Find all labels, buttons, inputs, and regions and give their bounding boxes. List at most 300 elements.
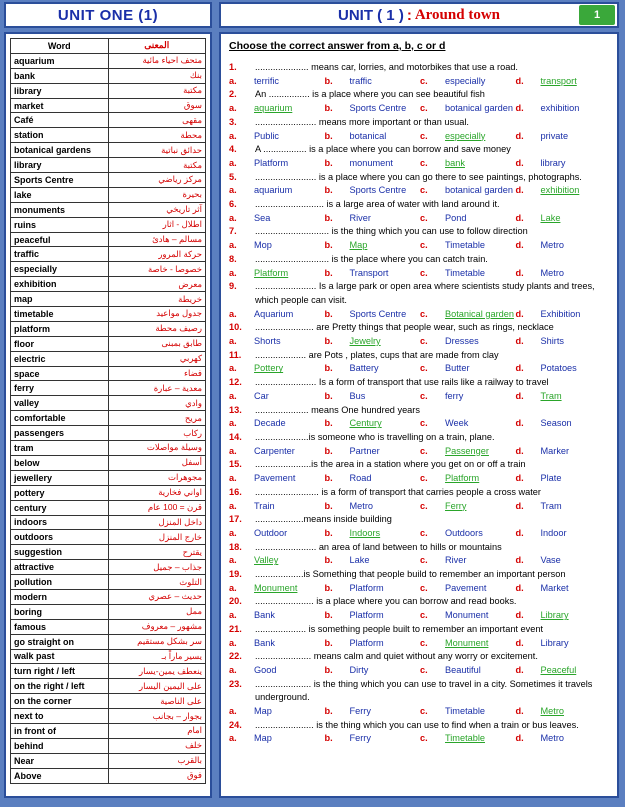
answer-option[interactable] <box>229 609 325 623</box>
option-text: Century <box>349 418 382 429</box>
answer-option[interactable] <box>420 472 516 486</box>
option-text: Shorts <box>254 336 281 347</box>
answer-option[interactable] <box>229 527 325 541</box>
vocab-header-row <box>11 39 206 54</box>
answer-option[interactable] <box>229 335 325 349</box>
vocab-row <box>11 262 206 277</box>
answer-option[interactable] <box>420 335 516 349</box>
vocab-word: peaceful <box>11 232 109 247</box>
answer-option[interactable] <box>516 445 612 459</box>
answer-option[interactable] <box>229 212 325 226</box>
question-text: ....................... are Pretty things that people wear, such as rings, necklace <box>255 322 554 333</box>
answer-option[interactable] <box>420 390 516 404</box>
vocab-word: walk past <box>11 649 109 664</box>
question-row <box>229 458 611 472</box>
option-letter: d. <box>515 527 524 538</box>
options-row <box>229 527 611 541</box>
answer-option[interactable] <box>420 157 516 171</box>
option-text: Platform <box>254 267 289 278</box>
option-letter: d. <box>515 664 524 675</box>
answer-option[interactable] <box>229 308 325 322</box>
answer-option[interactable] <box>516 472 612 486</box>
answer-option[interactable] <box>325 554 421 568</box>
answer-option[interactable] <box>420 500 516 514</box>
answer-option[interactable] <box>325 75 421 89</box>
option-letter: b. <box>324 390 333 401</box>
question-row <box>229 61 611 75</box>
option-text: Shirts <box>540 336 564 347</box>
answer-option[interactable] <box>516 609 612 623</box>
option-text: Map <box>349 240 368 251</box>
option-letter: d. <box>515 75 524 86</box>
answer-option[interactable] <box>516 308 612 322</box>
option-text: Plate <box>540 473 562 484</box>
answer-option[interactable] <box>420 362 516 376</box>
question-row <box>229 280 611 307</box>
answer-option[interactable] <box>229 239 325 253</box>
option-text: monument <box>349 157 393 168</box>
option-letter: b. <box>324 336 333 347</box>
answer-option[interactable] <box>325 335 421 349</box>
question-text: .................... are Pots , plates, cups that are made from clay <box>255 349 499 360</box>
option-letter: b. <box>324 308 333 319</box>
option-letter: a. <box>229 445 237 456</box>
options-row <box>229 184 611 198</box>
answer-option[interactable] <box>229 75 325 89</box>
question-number: 7. <box>229 226 237 237</box>
vocab-row <box>11 589 206 604</box>
answer-option[interactable] <box>325 609 421 623</box>
answer-option[interactable] <box>325 184 421 198</box>
question-row <box>229 404 611 418</box>
vocab-row <box>11 381 206 396</box>
answer-option[interactable] <box>325 308 421 322</box>
question-row <box>229 376 611 390</box>
answer-option[interactable] <box>516 705 612 719</box>
answer-option[interactable] <box>516 267 612 281</box>
vocab-word: ruins <box>11 217 109 232</box>
question-text: An ................ is a place where you can see beautiful fish <box>255 89 485 100</box>
vocab-row <box>11 292 206 307</box>
answer-option[interactable] <box>229 445 325 459</box>
option-letter: d. <box>515 267 524 278</box>
vocab-meaning: آثر تاريخي <box>108 202 206 217</box>
answer-option[interactable] <box>516 335 612 349</box>
answer-option[interactable] <box>420 664 516 678</box>
answer-option[interactable] <box>229 130 325 144</box>
option-letter: a. <box>229 363 237 374</box>
question-number: 4. <box>229 144 237 155</box>
vocab-word: ferry <box>11 381 109 396</box>
answer-option[interactable] <box>420 527 516 541</box>
option-letter: a. <box>229 664 237 675</box>
question-row <box>229 253 611 267</box>
option-letter: c. <box>420 610 428 621</box>
answer-option[interactable] <box>516 390 612 404</box>
answer-option[interactable] <box>420 705 516 719</box>
question-row <box>229 678 611 705</box>
answer-option[interactable] <box>516 75 612 89</box>
answer-option[interactable] <box>516 582 612 596</box>
option-letter: b. <box>324 130 333 141</box>
option-text: especially <box>445 75 486 86</box>
question-number: 1. <box>229 62 237 72</box>
vocab-row <box>11 485 206 500</box>
answer-option[interactable] <box>516 157 612 171</box>
vocab-word: valley <box>11 396 109 411</box>
vocab-row <box>11 98 206 113</box>
question-number: 9. <box>229 281 237 292</box>
vocab-row <box>11 441 206 456</box>
answer-option[interactable] <box>325 527 421 541</box>
question-number: 21. <box>229 623 242 634</box>
option-text: terrific <box>254 75 280 86</box>
option-text: Mop <box>254 240 272 251</box>
vocab-row <box>11 709 206 724</box>
vocab-row <box>11 277 206 292</box>
vocab-meaning: طابق بمبنى <box>108 336 206 351</box>
option-text: Platform <box>254 157 289 168</box>
option-text: Timetable <box>445 706 485 717</box>
answer-option[interactable] <box>325 102 421 116</box>
vocab-meaning: اواني فخارية <box>108 485 206 500</box>
answer-option[interactable] <box>420 609 516 623</box>
answer-option[interactable] <box>229 390 325 404</box>
options-row <box>229 417 611 431</box>
vocab-row <box>11 232 206 247</box>
vocab-meaning: مسالم – هادئ <box>108 232 206 247</box>
option-text: Metro <box>540 240 564 251</box>
answer-option[interactable] <box>325 239 421 253</box>
answer-option[interactable] <box>420 637 516 651</box>
vocab-row <box>11 530 206 545</box>
answer-option[interactable] <box>420 130 516 144</box>
option-letter: a. <box>229 500 237 511</box>
question-number: 19. <box>229 569 242 580</box>
vocab-word: station <box>11 128 109 143</box>
vocab-word: traffic <box>11 247 109 262</box>
answer-option[interactable] <box>325 582 421 596</box>
question-number: 17. <box>229 514 242 525</box>
answer-option[interactable] <box>516 637 612 651</box>
answer-option[interactable] <box>325 472 421 486</box>
vocab-row <box>11 738 206 753</box>
options-row <box>229 75 611 89</box>
option-text: bank <box>445 157 465 168</box>
question-number: 5. <box>229 171 237 182</box>
answer-option[interactable] <box>516 184 612 198</box>
vocab-word: timetable <box>11 307 109 322</box>
answer-option[interactable] <box>420 417 516 431</box>
option-text: Decade <box>254 418 286 429</box>
answer-option[interactable] <box>325 362 421 376</box>
answer-option[interactable] <box>229 582 325 596</box>
question-row <box>229 198 611 212</box>
options-row <box>229 239 611 253</box>
vocab-meaning: مكتبة <box>108 158 206 173</box>
vocab-word: behind <box>11 738 109 753</box>
vocab-meaning: يسير ماراً بـ <box>108 649 206 664</box>
answer-option[interactable] <box>229 157 325 171</box>
vocab-meaning: حديث – عصري <box>108 589 206 604</box>
answer-option[interactable] <box>420 732 516 746</box>
option-text: Vase <box>540 555 561 566</box>
vocab-word: go straight on <box>11 634 109 649</box>
answer-option[interactable] <box>516 102 612 116</box>
option-letter: c. <box>420 500 428 511</box>
option-letter: c. <box>420 706 428 717</box>
answer-option[interactable] <box>325 417 421 431</box>
question-text: ....................... is the thing which you can use to find when a train or bus leaves. <box>255 719 579 730</box>
option-letter: c. <box>420 130 428 141</box>
vocab-meaning: مكتبة <box>108 83 206 98</box>
vocab-row <box>11 158 206 173</box>
option-letter: a. <box>229 582 237 593</box>
answer-option[interactable] <box>229 500 325 514</box>
vocab-row <box>11 515 206 530</box>
option-text: Battery <box>349 363 379 374</box>
answer-option[interactable] <box>229 362 325 376</box>
answer-option[interactable] <box>325 637 421 651</box>
option-text: Bus <box>349 390 366 401</box>
vocab-word: suggestion <box>11 545 109 560</box>
option-letter: c. <box>420 582 428 593</box>
options-row <box>229 212 611 226</box>
answer-option[interactable] <box>516 527 612 541</box>
answer-option[interactable] <box>229 664 325 678</box>
answer-option[interactable] <box>325 732 421 746</box>
option-letter: b. <box>324 555 333 566</box>
vocab-row <box>11 694 206 709</box>
answer-option[interactable] <box>229 732 325 746</box>
option-text: Aquarium <box>254 308 294 319</box>
question-text: ....................... is a place where you can borrow and read books. <box>255 596 517 607</box>
option-text: transport <box>540 75 577 86</box>
answer-option[interactable] <box>516 664 612 678</box>
vocab-row <box>11 426 206 441</box>
question-number: 15. <box>229 459 242 470</box>
vocab-word: Above <box>11 768 109 783</box>
vocab-meaning: التلوث <box>108 575 206 590</box>
option-letter: b. <box>324 103 333 114</box>
option-text: Pond <box>445 212 467 223</box>
question-row <box>229 513 611 527</box>
vocab-row <box>11 68 206 83</box>
vocab-word: lake <box>11 187 109 202</box>
question-number: 10. <box>229 322 242 333</box>
option-text: private <box>540 130 569 141</box>
answer-option[interactable] <box>420 445 516 459</box>
option-letter: b. <box>324 212 333 223</box>
question-number: 23. <box>229 678 242 689</box>
answer-option[interactable] <box>420 267 516 281</box>
question-number: 22. <box>229 651 242 662</box>
vocab-row <box>11 247 206 262</box>
option-text: Timetable <box>445 267 485 278</box>
answer-option[interactable] <box>229 554 325 568</box>
answer-option[interactable] <box>420 554 516 568</box>
option-letter: c. <box>420 157 428 168</box>
vocab-word: library <box>11 158 109 173</box>
option-letter: c. <box>420 240 428 251</box>
answer-option[interactable] <box>516 554 612 568</box>
answer-option[interactable] <box>325 705 421 719</box>
options-row <box>229 732 611 746</box>
unit-label: UNIT ( 1 ) <box>337 6 404 24</box>
vocab-meaning: فوق <box>108 768 206 783</box>
header-left <box>4 2 212 28</box>
vocab-word: boring <box>11 604 109 619</box>
options-row <box>229 637 611 651</box>
option-letter: b. <box>324 418 333 429</box>
question-row <box>229 225 611 239</box>
vocab-row <box>11 83 206 98</box>
vocab-row <box>11 173 206 188</box>
answer-option[interactable] <box>229 184 325 198</box>
option-text: Monument <box>254 582 298 593</box>
answer-option[interactable] <box>420 239 516 253</box>
vocab-word: pollution <box>11 575 109 590</box>
vocabulary-rows <box>11 53 206 783</box>
answer-option[interactable] <box>516 239 612 253</box>
vocab-meaning: وسيلة مواصلات <box>108 441 206 456</box>
answer-option[interactable] <box>516 500 612 514</box>
question-text: A ................. is a place where you can borrow and save money <box>255 144 511 155</box>
option-letter: d. <box>515 418 524 429</box>
option-letter: b. <box>324 185 333 196</box>
option-letter: d. <box>515 363 524 374</box>
option-text: Market <box>540 582 569 593</box>
vocab-row <box>11 619 206 634</box>
option-text: Platform <box>349 637 384 648</box>
answer-option[interactable] <box>516 362 612 376</box>
answer-option[interactable] <box>229 267 325 281</box>
option-letter: a. <box>229 267 237 278</box>
question-row <box>229 88 611 102</box>
question-number: 12. <box>229 377 242 388</box>
question-number: 13. <box>229 404 242 415</box>
question-text: ......................is the area in a station where you get on or off a train <box>255 459 526 470</box>
option-letter: b. <box>324 637 333 648</box>
vocab-meaning: أسفل <box>108 455 206 470</box>
vocab-meaning: بحيرة <box>108 187 206 202</box>
question-text: ........................ means more important or than usual. <box>255 116 469 127</box>
option-letter: d. <box>515 445 524 456</box>
option-letter: b. <box>324 527 333 538</box>
vocab-row <box>11 321 206 336</box>
answer-option[interactable] <box>516 732 612 746</box>
vocab-row <box>11 307 206 322</box>
option-text: Platform <box>349 610 384 621</box>
option-text: Outdoor <box>254 527 288 538</box>
topic-title: Around town <box>414 6 500 23</box>
option-text: Dirty <box>349 664 369 675</box>
option-text: Bank <box>254 637 275 648</box>
option-letter: c. <box>420 473 428 484</box>
option-letter: b. <box>324 473 333 484</box>
answer-option[interactable] <box>420 308 516 322</box>
answer-option[interactable] <box>325 390 421 404</box>
option-text: River <box>445 555 467 566</box>
option-text: Timetable <box>445 240 485 251</box>
answer-option[interactable] <box>420 184 516 198</box>
option-letter: c. <box>420 363 428 374</box>
answer-option[interactable] <box>325 267 421 281</box>
vocab-word: map <box>11 292 109 307</box>
question-list <box>229 61 611 746</box>
answer-option[interactable] <box>420 582 516 596</box>
option-text: ferry <box>445 390 464 401</box>
option-text: Sports Centre <box>349 185 407 196</box>
answer-option[interactable] <box>420 102 516 116</box>
vocab-row <box>11 336 206 351</box>
vocab-meaning: مجوهرات <box>108 470 206 485</box>
vocab-word: exhibition <box>11 277 109 292</box>
option-letter: a. <box>229 527 237 538</box>
option-letter: b. <box>324 267 333 278</box>
question-row <box>229 568 611 582</box>
answer-option[interactable] <box>229 102 325 116</box>
answer-option[interactable] <box>420 212 516 226</box>
vocab-meaning: كهربي <box>108 351 206 366</box>
answer-option[interactable] <box>229 637 325 651</box>
answer-option[interactable] <box>325 445 421 459</box>
option-letter: b. <box>324 706 333 717</box>
answer-option[interactable] <box>325 664 421 678</box>
vocab-row <box>11 545 206 560</box>
answer-option[interactable] <box>516 212 612 226</box>
vocab-word: botanical gardens <box>11 143 109 158</box>
option-letter: d. <box>515 473 524 484</box>
unit-title: UNIT ONE (1) <box>57 6 159 24</box>
question-number: 11. <box>229 349 242 360</box>
vocab-meaning: يقترح <box>108 545 206 560</box>
options-row <box>229 362 611 376</box>
option-letter: d. <box>515 130 524 141</box>
vocab-row <box>11 53 206 68</box>
answer-option[interactable] <box>229 417 325 431</box>
answer-option[interactable] <box>229 472 325 486</box>
option-text: Train <box>254 500 275 511</box>
options-row <box>229 554 611 568</box>
option-text: Metro <box>540 733 564 744</box>
vocab-meaning: وادي <box>108 396 206 411</box>
answer-option[interactable] <box>325 130 421 144</box>
answer-option[interactable] <box>325 212 421 226</box>
option-letter: c. <box>420 103 428 114</box>
question-row <box>229 595 611 609</box>
option-letter: b. <box>324 500 333 511</box>
answer-option[interactable] <box>516 417 612 431</box>
option-text: Botanical garden <box>445 308 514 319</box>
vocab-row <box>11 664 206 679</box>
vocab-meaning: رصيف محطة <box>108 321 206 336</box>
option-letter: c. <box>420 555 428 566</box>
answer-option[interactable] <box>516 130 612 144</box>
option-text: Butter <box>445 363 470 374</box>
options-row <box>229 102 611 116</box>
quiz-title: Choose the correct answer from a, b, c or d <box>229 40 446 52</box>
vocab-row <box>11 455 206 470</box>
answer-option[interactable] <box>325 500 421 514</box>
answer-option[interactable] <box>325 157 421 171</box>
option-letter: d. <box>515 733 524 744</box>
options-row <box>229 445 611 459</box>
option-letter: c. <box>420 664 428 675</box>
answer-option[interactable] <box>420 75 516 89</box>
answer-option[interactable] <box>229 705 325 719</box>
option-letter: b. <box>324 445 333 456</box>
